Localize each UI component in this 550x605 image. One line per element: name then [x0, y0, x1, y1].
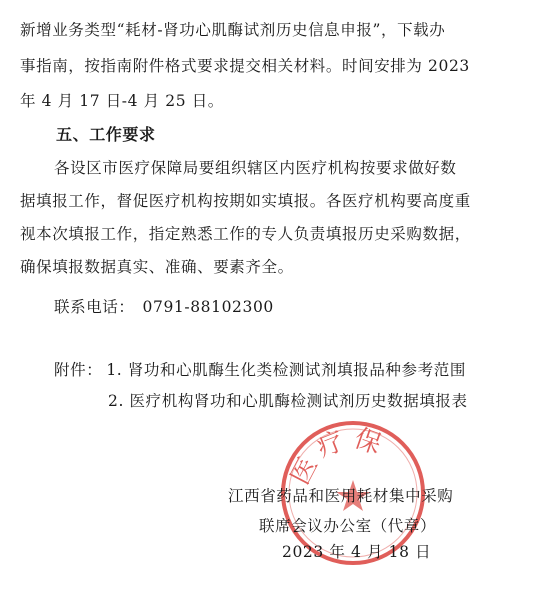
attachment-line-2: 2. 医疗机构肾功和心肌酶检测试剂历史数据填报表	[108, 392, 468, 410]
section5-heading: 五、工作要求	[56, 125, 156, 144]
section5-line-4: 确保填报数据真实、准确、要素齐全。	[20, 258, 294, 276]
seal-text: 医疗保	[285, 423, 391, 490]
svg-text:医疗保	[285, 424, 390, 490]
section5-line-2: 据填报工作，督促医疗机构按期如实填报。各医疗机构要高度重	[20, 192, 471, 210]
section4-line-1: 新增业务类型“耗材-肾功心肌酶试剂历史信息申报”，下载办	[20, 21, 446, 39]
contact-phone: 0791-88102300	[142, 298, 274, 316]
signature-org: 江西省药品和医用耗材集中采购	[228, 487, 454, 505]
signature-office: 联席会议办公室（代章）	[259, 517, 437, 535]
attachment-item-1: 1. 肾功和心肌酶生化类检测试剂填报品种参考范围	[106, 361, 466, 379]
section4-line-3: 年 4 月 17 日-4 月 25 日。	[20, 92, 224, 110]
attachment-line-1	[54, 360, 466, 380]
section4-line-2: 事指南，按指南附件格式要求提交相关材料。时间安排为 2023	[20, 57, 470, 75]
contact-line	[54, 297, 274, 317]
section5-line-1: 各设区市医疗保障局要组织辖区内医疗机构按要求做好数	[54, 159, 457, 177]
attachment-label: 附件：	[54, 361, 103, 379]
contact-label: 联系电话：	[54, 298, 135, 316]
section5-line-3: 视本次填报工作，指定熟悉工作的专人负责填报历史采购数据，	[20, 225, 471, 243]
signature-date: 2023 年 4 月 18 日	[282, 543, 432, 561]
